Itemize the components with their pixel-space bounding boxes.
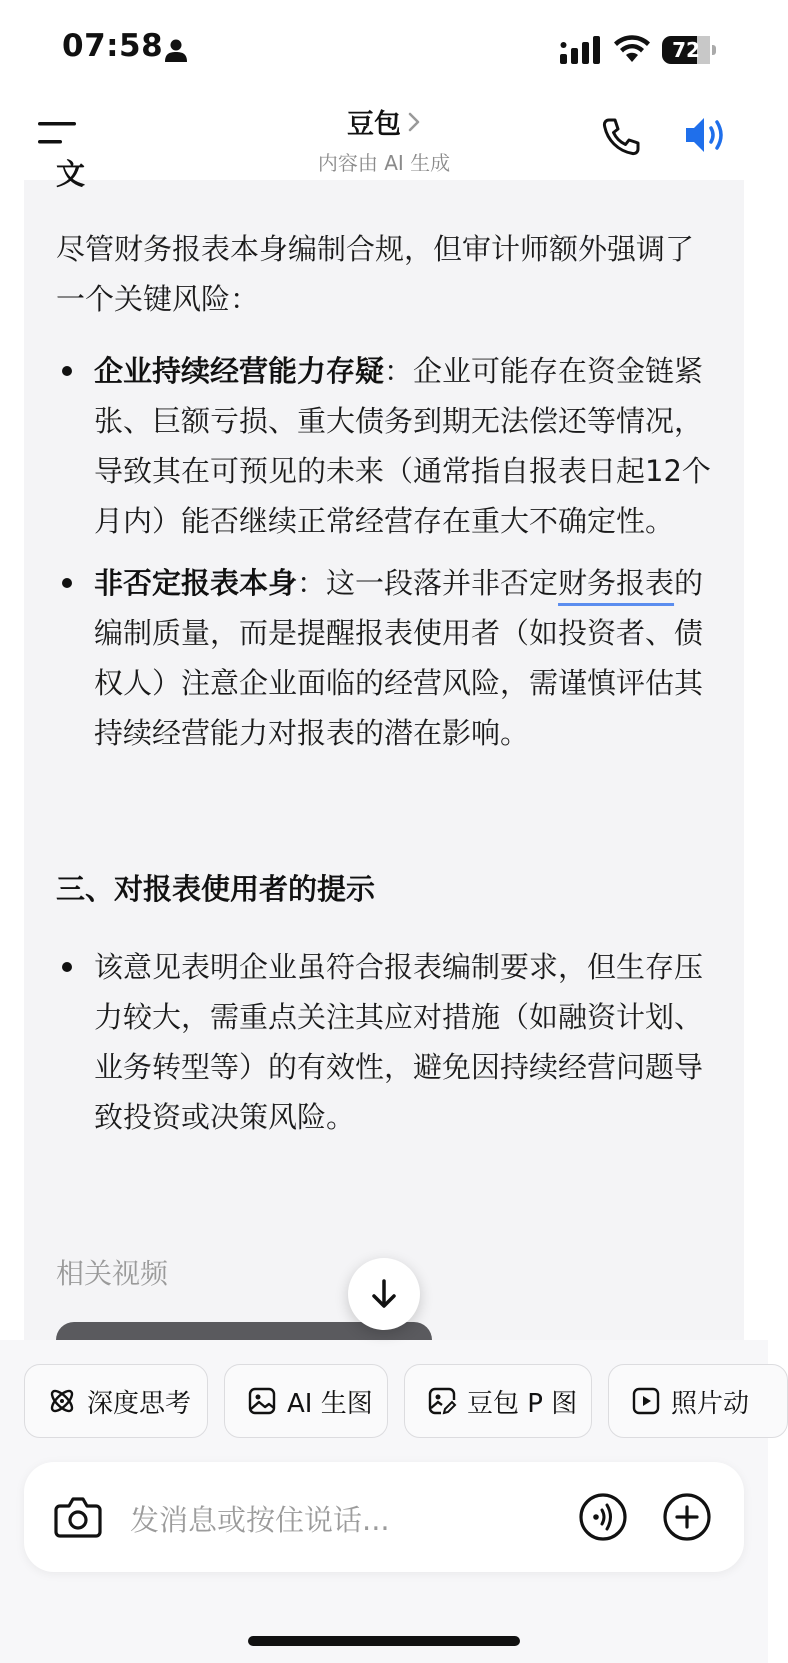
bullet-text: 该意见表明企业虽符合报表编制要求，但生存压力较大，需重点关注其应对措施（如融资计划、业务转型等）的有效性，避免因持续经营问题导致投资或决策风险。	[94, 950, 704, 1134]
home-indicator	[248, 1636, 520, 1646]
battery-icon	[662, 36, 716, 64]
section-heading-partial: 文	[56, 157, 86, 191]
tips-bullet-list	[56, 942, 722, 1142]
play-icon	[631, 1386, 661, 1416]
bullet-dot	[62, 578, 72, 588]
bullet-text: 的编制质量，而是提醒报表使用者（如投资者、债权人）注意企业面临的经营风险，需谨慎评估其持续经营能力对报表的潜在影响。	[94, 566, 704, 750]
person-icon	[164, 38, 188, 62]
atom-icon	[47, 1386, 77, 1416]
term-link[interactable]: 财务报表	[558, 566, 675, 600]
scroll-to-bottom-button[interactable]	[348, 1258, 420, 1330]
arrow-down-icon	[369, 1278, 399, 1310]
message-input[interactable]: 发消息或按住说话...	[130, 1503, 390, 1537]
photo-edit-chip[interactable]	[404, 1364, 592, 1438]
image-icon	[247, 1386, 277, 1416]
message-input-bar[interactable]	[24, 1462, 744, 1572]
bullet-dot	[62, 962, 72, 972]
chip-label: 豆包 P 图	[467, 1388, 578, 1419]
related-videos-label: 相关视频	[56, 1257, 169, 1290]
voice-icon[interactable]	[578, 1492, 628, 1542]
list-item	[56, 558, 722, 758]
signal-icon	[560, 36, 602, 64]
chat-header	[0, 96, 768, 180]
speaker-icon[interactable]	[684, 114, 730, 156]
chip-label: 照片动	[671, 1388, 750, 1419]
plus-icon[interactable]	[662, 1492, 712, 1542]
bullet-text: ：这一段落并非否定	[297, 566, 559, 600]
wifi-icon	[614, 34, 650, 64]
ai-image-chip[interactable]	[224, 1364, 388, 1438]
risk-bullet-list	[56, 346, 722, 758]
bullet-bold-label: 企业持续经营能力存疑	[94, 354, 385, 388]
chip-label: AI 生图	[287, 1388, 373, 1419]
section-heading: 三、对报表使用者的提示	[56, 872, 376, 906]
status-bar	[0, 0, 768, 96]
photo-animate-chip[interactable]	[608, 1364, 788, 1438]
deep-think-chip[interactable]	[24, 1364, 208, 1438]
image-edit-icon	[427, 1386, 457, 1416]
battery-level: 72	[672, 38, 700, 62]
status-time: 07:58	[62, 28, 164, 64]
chat-title-area[interactable]	[234, 102, 534, 176]
list-item	[56, 346, 722, 546]
bullet-bold-label: 非否定报表本身	[94, 566, 298, 600]
chevron-right-icon[interactable]	[407, 111, 421, 133]
composer-area	[0, 1340, 768, 1663]
bullet-text: ：企业可能存在资金链紧张、巨额亏损、重大债务到期无法偿还等情况，导致其在可预见的未来（通常指自报表日起12个月内）能否继续正常经营存在重大不确定性。	[94, 354, 711, 538]
intro-paragraph: 尽管财务报表本身编制合规，但审计师额外强调了一个关键风险：	[56, 232, 695, 316]
chat-subtitle: 内容由 AI 生成	[317, 151, 451, 175]
chip-label: 深度思考	[87, 1388, 192, 1419]
bullet-dot	[62, 366, 72, 376]
camera-icon[interactable]	[54, 1494, 102, 1540]
phone-icon[interactable]	[600, 116, 642, 158]
chat-title[interactable]: 豆包	[347, 109, 401, 140]
list-item	[56, 942, 722, 1142]
menu-icon[interactable]	[38, 118, 80, 148]
